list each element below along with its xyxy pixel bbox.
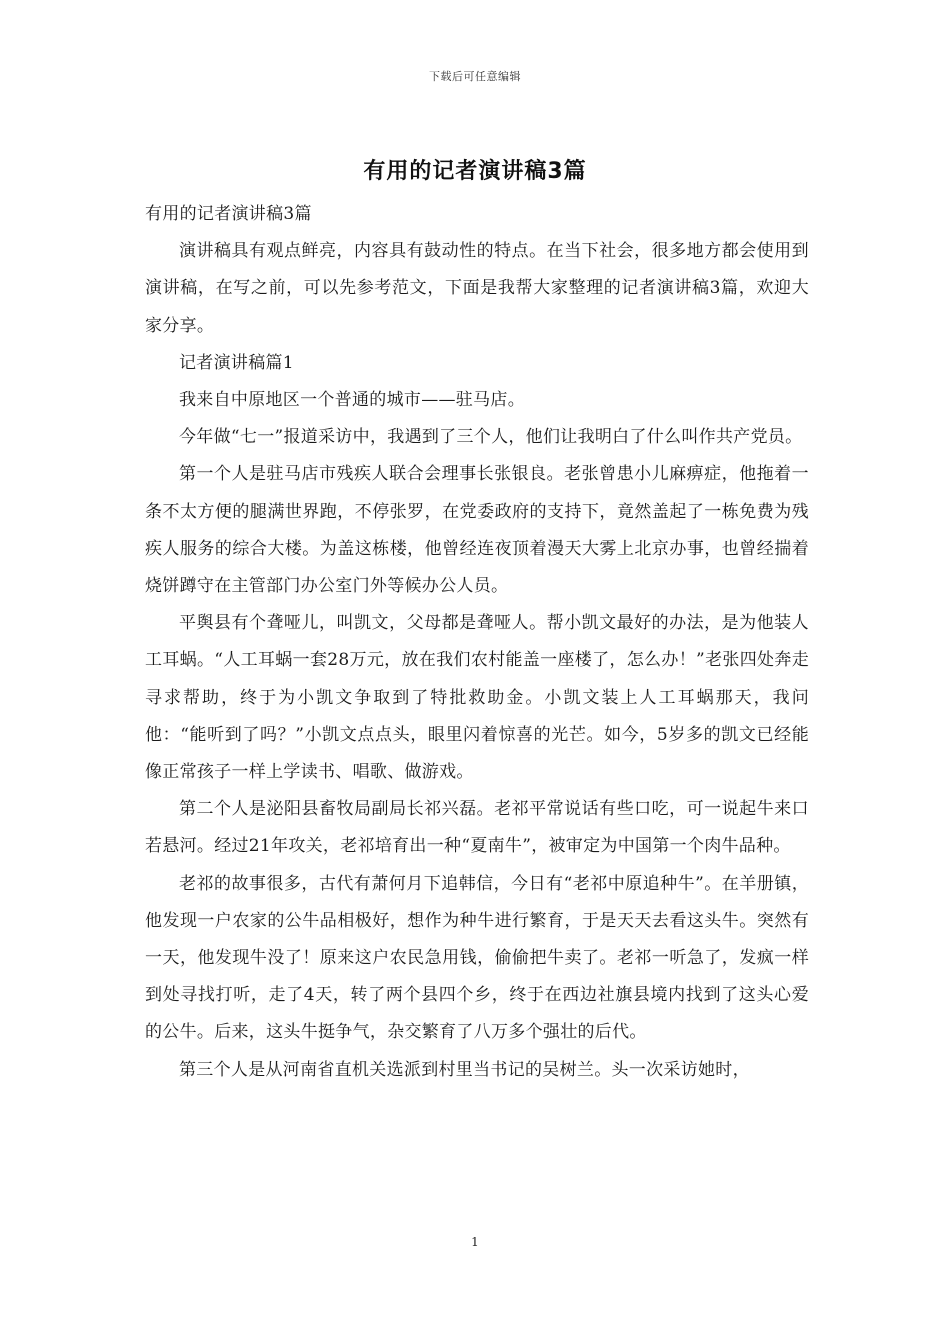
paragraph: 我来自中原地区一个普通的城市——驻马店。: [179, 390, 525, 411]
document-subtitle: 有用的记者演讲稿3篇: [145, 204, 312, 224]
paragraph: 第二个人是泌阳县畜牧局副局长祁兴磊。老祁平常说话有些口吃，可一说起牛来口若悬河。经过21年攻关，老祁培育出一种“夏南牛”，被审定为中国第一个肉牛品种。: [145, 799, 809, 857]
section-heading: 记者演讲稿篇1: [179, 352, 294, 373]
document-title: 有用的记者演讲稿3篇: [363, 159, 587, 184]
paragraph: 平舆县有个聋哑儿，叫凯文，父母都是聋哑人。帮小凯文最好的办法，是为他装人工耳蜗。“人工耳蜗一套28万元，放在我们农村能盖一座楼了，怎么办！”老张四处奔走寻求帮助，终于为小凯文争取到了特批救助金。小凯文装上人工耳蜗那天，我问他：“能听到了吗？”小凯文点点头，眼里闪着惊喜的光芒。如今，5岁多的凯文已经能像正常孩子一样上学读书、唱歌、做游戏。: [145, 613, 809, 783]
paragraph: 第三个人是从河南省直机关选派到村里当书记的吴树兰。头一次采访她时，: [179, 1059, 750, 1080]
paragraph: 今年做“七一”报道采访中，我遇到了三个人，他们让我明白了什么叫作共产党员。: [179, 427, 803, 448]
header-note: 下载后可任意编辑: [429, 70, 521, 83]
paragraph: 第一个人是驻马店市残疾人联合会理事长张银良。老张曾患小儿麻痹症，他拖着一条不太方便的腿满世界跑，不停张罗，在党委政府的支持下，竟然盖起了一栋免费为残疾人服务的综合大楼。为盖这栋楼，他曾经连夜顶着漫天大雾上北京办事，也曾经揣着烧饼蹲守在主管部门办公室门外等候办公人员。: [145, 464, 809, 597]
document-body: [145, 196, 809, 1089]
paragraph: 老祁的故事很多，古代有萧何月下追韩信，今日有“老祁中原追种牛”。在羊册镇，他发现一户农家的公牛品相极好，想作为种牛进行繁育，于是天天去看这头牛。突然有一天，他发现牛没了！原来这户农民急用钱，偷偷把牛卖了。老祁一听急了，发疯一样到处寻找打听，走了4天，转了两个县四个乡，终于在西边社旗县境内找到了这头心爱的公牛。后来，这头牛挺争气，杂交繁育了八万多个强壮的后代。: [145, 873, 809, 1043]
paragraph: 演讲稿具有观点鲜亮，内容具有鼓动性的特点。在当下社会，很多地方都会使用到演讲稿，在写之前，可以先参考范文，下面是我帮大家整理的记者演讲稿3篇，欢迎大家分享。: [145, 241, 809, 336]
page-number: 1: [471, 1235, 479, 1249]
